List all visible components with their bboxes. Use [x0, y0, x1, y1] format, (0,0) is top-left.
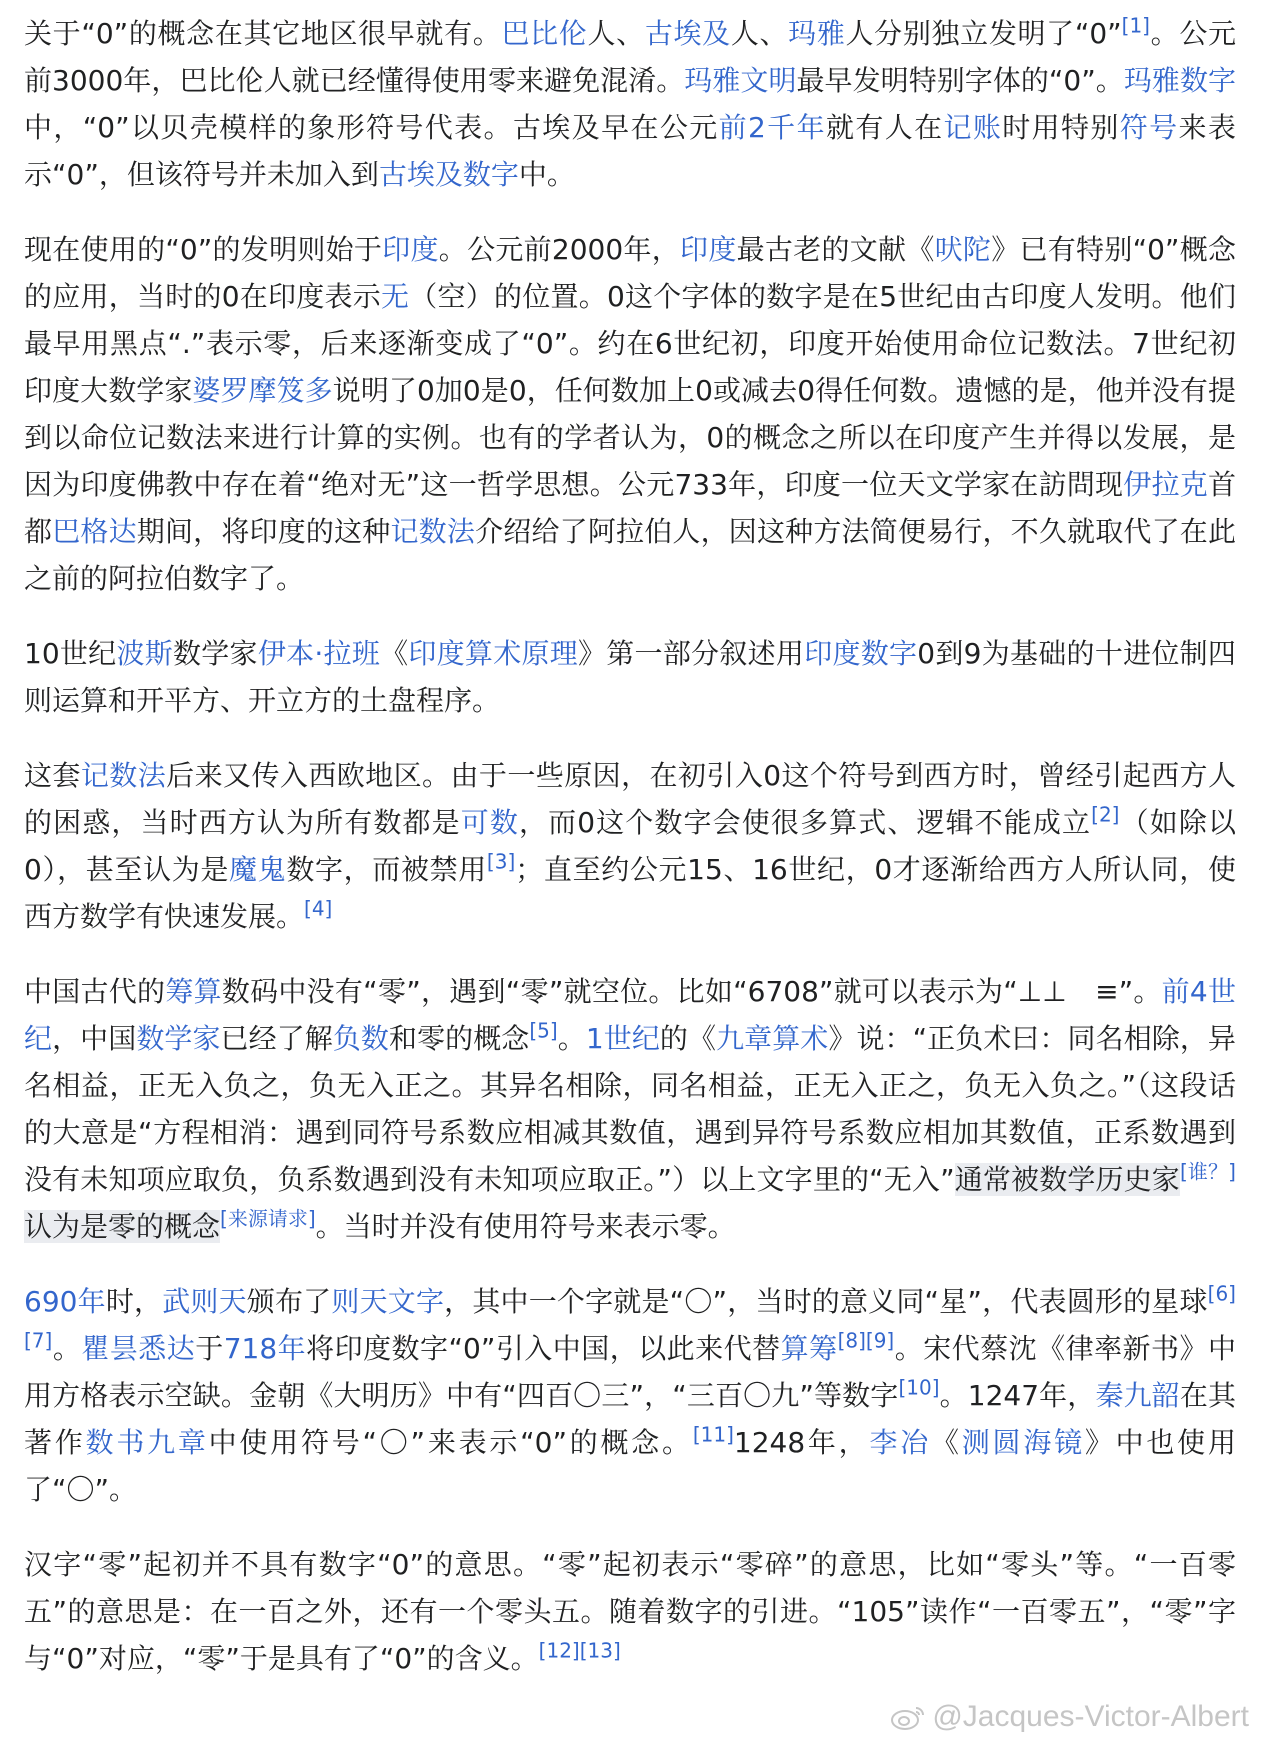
body-text: 《 — [380, 637, 409, 670]
body-text: 。1247年， — [939, 1379, 1096, 1412]
wiki-link[interactable]: 测圆海镜 — [961, 1426, 1085, 1459]
wiki-link[interactable]: 印度算术原理 — [408, 637, 579, 670]
body-text: 。宋代蔡沈《律率新书》中用方格表示空缺。金朝《大明历》中有“四百〇三”，“三百〇九”等数字 — [24, 1332, 1236, 1412]
wiki-link[interactable]: 玛雅 — [788, 17, 846, 50]
citation-ref[interactable]: [12][13] — [538, 1638, 621, 1663]
body-text: 1248年， — [733, 1426, 870, 1459]
citation-ref[interactable]: [8][9] — [837, 1328, 895, 1353]
wiki-link[interactable]: 印度数字 — [804, 637, 918, 670]
article-body — [24, 10, 1236, 1710]
body-text: 这套 — [24, 759, 81, 792]
highlighted-text: 认为是零的概念 — [24, 1210, 221, 1243]
wiki-link[interactable]: 记数法 — [390, 515, 476, 548]
body-text: 关于“0”的概念在其它地区很早就有。 — [24, 17, 502, 50]
wiki-link[interactable]: 瞿昙悉达 — [81, 1332, 196, 1365]
wiki-link[interactable]: 秦九韶 — [1095, 1379, 1180, 1412]
wiki-link[interactable]: 武则天 — [162, 1285, 247, 1318]
citation-ref[interactable]: [谁？] — [1179, 1159, 1236, 1184]
body-text: 来表示“0”，但该符号并未加入到 — [24, 111, 1236, 191]
body-text: ，中国 — [52, 1022, 137, 1055]
body-text: 最早发明特别字体的“0”。 — [796, 64, 1124, 97]
body-text: 中。 — [518, 158, 575, 191]
citation-ref[interactable]: [来源请求] — [220, 1206, 316, 1231]
body-text: 人分别独立发明了“0” — [845, 17, 1122, 50]
paragraph — [24, 1541, 1236, 1682]
body-text: 汉字“零”起初并不具有数字“0”的意思。“零”起初表示“零碎”的意思，比如“零头”等。“一百零五”的意思是：在一百之外，还有一个零头五。随着数字的引进。“105”读作“一百零五”，“零”字与“0”对应，“零”于是具有了“0”的含义。 — [24, 1548, 1236, 1675]
body-text: 最古老的文献《 — [736, 233, 935, 266]
citation-ref[interactable]: [5] — [529, 1018, 558, 1043]
wiki-link[interactable]: 印度 — [680, 233, 737, 266]
wiki-link[interactable]: 718年 — [223, 1332, 307, 1365]
body-text: 和零的概念 — [389, 1022, 530, 1055]
body-text: （空）的位置。0这个字体的数字是在5世纪由古印度人发明。他们最早用黑点“.”表示零，后来逐渐变成了“0”。约在6世纪初，印度开始使用命位记数法。7世纪初印度大数学家 — [24, 280, 1236, 407]
paragraph — [24, 968, 1236, 1250]
wiki-link[interactable]: 无 — [381, 280, 410, 313]
wiki-link[interactable]: 则天文字 — [331, 1285, 445, 1318]
wiki-link[interactable]: 巴比伦 — [501, 17, 588, 50]
wiki-link[interactable]: 690年 — [24, 1285, 106, 1318]
body-text: 。公元前2000年， — [438, 233, 681, 266]
paragraph — [24, 226, 1236, 602]
wiki-link[interactable]: 符号 — [1119, 111, 1179, 144]
body-text: 说明了0加0是0，任何数加上0或减去0得任何数。遗憾的是，他并没有提到以命位记数法来进行计算的实例。也有的学者认为，0的概念之所以在印度产生并得以发展，是因为印度佛教中存在着“绝对无”这一哲学思想。公元733年，印度一位天文学家在訪問现 — [24, 374, 1236, 501]
weibo-icon — [890, 1703, 926, 1731]
citation-ref[interactable]: [10] — [898, 1375, 940, 1400]
wiki-link[interactable]: 古埃及数字 — [378, 158, 519, 191]
body-text: 介绍给了阿拉伯人，因这种方法简便易行，不久就取代了在此之前的阿拉伯数字了。 — [24, 515, 1236, 595]
watermark — [890, 1700, 1249, 1734]
body-text: 就有人在 — [825, 111, 944, 144]
body-text: 。公元前3000年，巴比伦人就已经懂得使用零来避免混淆。 — [24, 17, 1236, 97]
wiki-link[interactable]: 数学家 — [136, 1022, 221, 1055]
wiki-link[interactable]: 筹算 — [165, 975, 222, 1008]
body-text: 》已有特别“0”概念的应用，当时的0在印度表示 — [24, 233, 1236, 313]
body-text: ，而0这个数字会使很多算式、逻辑不能成立 — [519, 806, 1092, 839]
wiki-link[interactable]: 记数法 — [80, 759, 167, 792]
body-text: 10世纪 — [24, 637, 117, 670]
wiki-link[interactable]: 巴格达 — [52, 515, 137, 548]
body-text: 》中也使用了“〇”。 — [24, 1426, 1236, 1506]
paragraph — [24, 10, 1236, 198]
wiki-link[interactable]: 玛雅数字 — [1123, 64, 1236, 97]
wiki-link[interactable]: 1世纪 — [585, 1022, 660, 1055]
wiki-link[interactable]: 伊拉克 — [1123, 468, 1208, 501]
body-text: 人、 — [730, 17, 789, 50]
body-text: 》第一部分叙述用 — [578, 637, 805, 670]
body-text: 中，“0”以贝壳模样的象形符号代表。古埃及早在公元 — [24, 111, 719, 144]
wiki-link[interactable]: 波斯 — [116, 637, 173, 670]
body-text: 。 — [557, 1022, 586, 1055]
body-text: 数字，而被禁用 — [286, 853, 487, 886]
watermark-text: @Jacques-Victor-Albert — [932, 1700, 1249, 1733]
body-text: 数学家 — [173, 637, 258, 670]
body-text: 在其著作 — [24, 1379, 1236, 1459]
body-text: （如除以0），甚至认为是 — [24, 806, 1236, 886]
wiki-link[interactable]: 李冶 — [869, 1426, 931, 1459]
wiki-link[interactable]: 伊本·拉班 — [257, 637, 381, 670]
body-text: 0到9为基础的十进位制四则运算和开平方、开立方的土盘程序。 — [24, 637, 1236, 717]
citation-ref[interactable]: [3] — [486, 849, 516, 874]
wiki-link[interactable]: 数书九章 — [85, 1426, 209, 1459]
paragraph — [24, 752, 1236, 940]
wiki-link[interactable]: 可数 — [460, 806, 519, 839]
wiki-link[interactable]: 印度 — [382, 233, 439, 266]
body-text: 《 — [931, 1426, 962, 1459]
body-text: 将印度数字“0”引入中国，以此来代替 — [306, 1332, 781, 1365]
wiki-link[interactable]: 负数 — [332, 1022, 389, 1055]
citation-ref[interactable]: [1] — [1121, 13, 1150, 38]
wiki-link[interactable]: 九章算术 — [716, 1022, 829, 1055]
body-text: 》说：“正负术曰：同名相除，异名相益，正无入负之，负无入正之。其异名相除，同名相益，正无入正之，负无入负之。”（这段话的大意是“方程相消：遇到同符号系数应相减其数值，遇到异符号系数应相加其数值，正系数遇到没有未知项应取负，负系数遇到没有未知项应取正。”）以上文字里的“无入” — [24, 1022, 1236, 1196]
body-text: 现在使用的“0”的发明则始于 — [24, 233, 383, 266]
paragraph — [24, 1278, 1236, 1513]
body-text: 首都 — [24, 468, 1236, 548]
citation-ref[interactable]: [2] — [1091, 802, 1120, 827]
wiki-link[interactable]: 婆罗摩笈多 — [192, 374, 333, 407]
wiki-link[interactable]: 记账 — [943, 111, 1003, 144]
citation-ref[interactable]: [11] — [692, 1422, 734, 1447]
body-text: 时， — [105, 1285, 163, 1318]
body-text: 后来又传入西欧地区。由于一些原因，在初引入0这个符号到西方时，曾经引起西方人的困惑，当时西方认为所有数都是 — [24, 759, 1236, 839]
citation-ref[interactable]: [4] — [304, 896, 333, 921]
paragraph — [24, 630, 1236, 724]
body-text: 人、 — [587, 17, 645, 50]
body-text: 中使用符号“〇”来表示“0”的概念。 — [208, 1426, 693, 1459]
body-text: 。 — [52, 1332, 82, 1365]
body-text: 时用特别 — [1002, 111, 1120, 144]
body-text: 。当时并没有使用符号来表示零。 — [315, 1210, 736, 1243]
body-text: 数码中没有“零”，遇到“零”就空位。比如“6708”就可以表示为“⊥⊥ ≡”。 — [221, 975, 1162, 1008]
wiki-link[interactable]: 前4世纪 — [24, 975, 1236, 1055]
body-text: ；直至约公元15、16世纪，0才逐渐给西方人所认同，使西方数学有快速发展。 — [24, 853, 1236, 933]
body-text: ，其中一个字就是“〇”，当时的意义同“星”，代表圆形的星球 — [444, 1285, 1208, 1318]
wiki-link[interactable]: 魔鬼 — [229, 853, 287, 886]
body-text: 期间，将印度的这种 — [136, 515, 391, 548]
body-text: 的《 — [659, 1022, 717, 1055]
body-text: 中国古代的 — [24, 975, 166, 1008]
wiki-link[interactable]: 古埃及 — [644, 17, 731, 50]
wiki-link[interactable]: 玛雅文明 — [684, 64, 797, 97]
wiki-link[interactable]: 前2千年 — [718, 111, 826, 144]
highlighted-text: 通常被数学历史家 — [954, 1163, 1180, 1196]
citation-ref[interactable]: [6][7] — [24, 1281, 1236, 1353]
body-text: 颁布了 — [246, 1285, 332, 1318]
wiki-link[interactable]: 吠陀 — [934, 233, 992, 266]
wiki-link[interactable]: 算筹 — [780, 1332, 838, 1365]
body-text: 已经了解 — [220, 1022, 333, 1055]
body-text: 于 — [195, 1332, 224, 1365]
